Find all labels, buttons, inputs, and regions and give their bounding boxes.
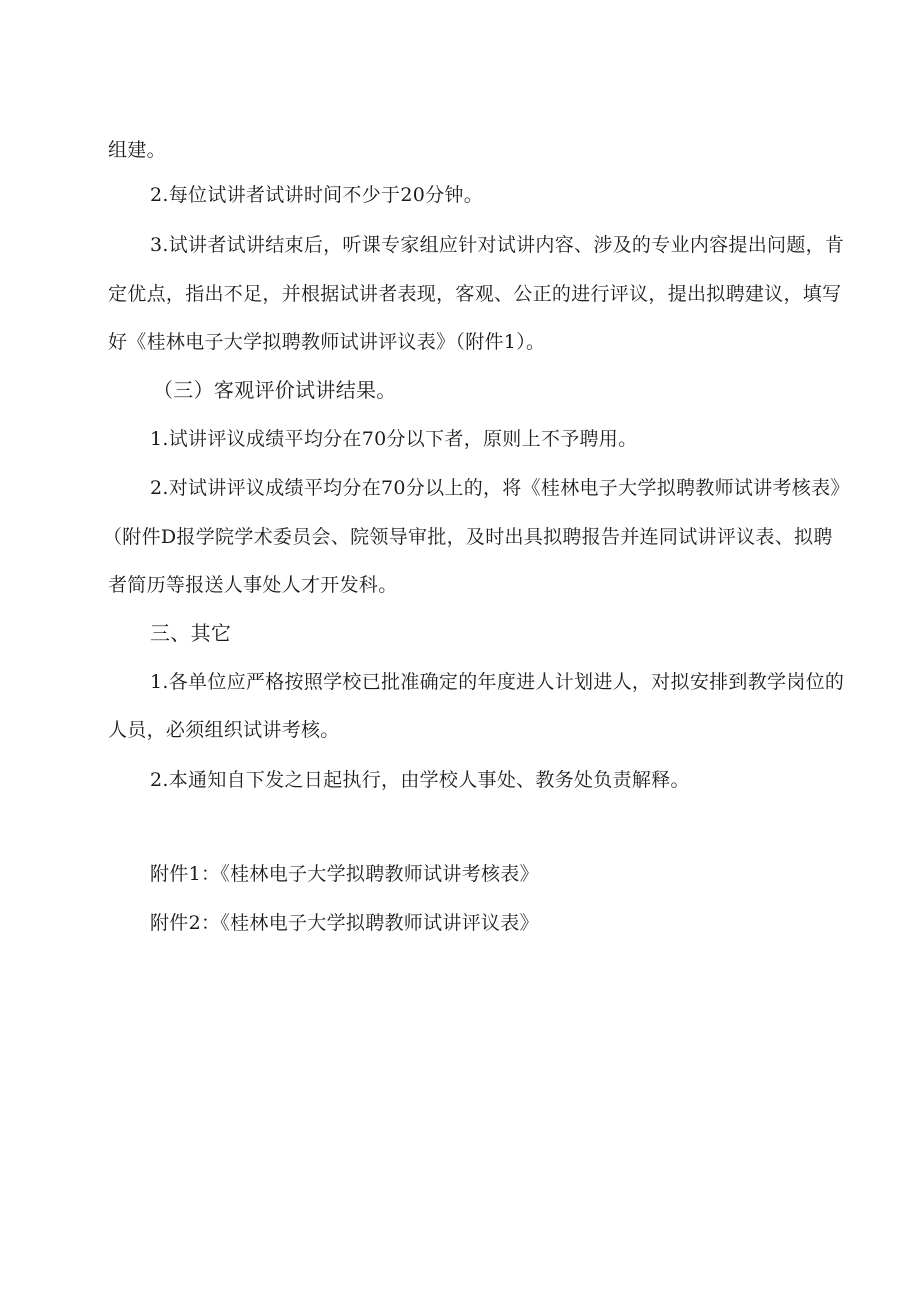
text-line-result-1: 1.试讲评议成绩平均分在70分以下者，原则上不予聘用。 — [150, 428, 638, 450]
text-line-item-3-cont-2: 好《桂林电子大学拟聘教师试讲评议表》（附件1）。 — [108, 331, 546, 353]
attachment-2: 附件2：《桂林电子大学拟聘教师试讲评议表》 — [150, 912, 539, 934]
section-heading-other: 三、其它 — [150, 621, 232, 645]
text-line-item-2: 2.每位试讲者试讲时间不少于20分钟。 — [150, 184, 484, 206]
text-line-other-1-cont: 人员，必须组织试讲考核。 — [108, 719, 340, 741]
text-line-result-2-cont-2: 者简历等报送人事处人才开发科。 — [108, 574, 398, 596]
text-line-other-1: 1.各单位应严格按照学校已批准确定的年度进人计划进人，对拟安排到教学岗位的 — [150, 671, 845, 693]
text-line-result-2: 2.对试讲评议成绩平均分在70分以上的，将《桂林电子大学拟聘教师试讲考核表》 — [150, 477, 850, 499]
section-heading-3: （三）客观评价试讲结果。 — [153, 378, 397, 402]
text-line-result-2-cont-1: （附件D报学院学术委员会、院领导审批，及时出具拟聘报告并连同试讲评议表、拟聘 — [103, 526, 833, 548]
attachment-1: 附件1：《桂林电子大学拟聘教师试讲考核表》 — [150, 863, 539, 885]
text-line-item-3: 3.试讲者试讲结束后，听课专家组应针对试讲内容、涉及的专业内容提出问题，肯 — [150, 234, 845, 256]
text-line-other-2: 2.本通知自下发之日起执行，由学校人事处、教务处负责解释。 — [150, 769, 690, 791]
text-line-continuation: 组建。 — [108, 139, 166, 161]
text-line-item-3-cont-1: 定优点，指出不足，并根据试讲者表现，客观、公正的进行评议，提出拟聘建议，填写 — [108, 283, 842, 305]
